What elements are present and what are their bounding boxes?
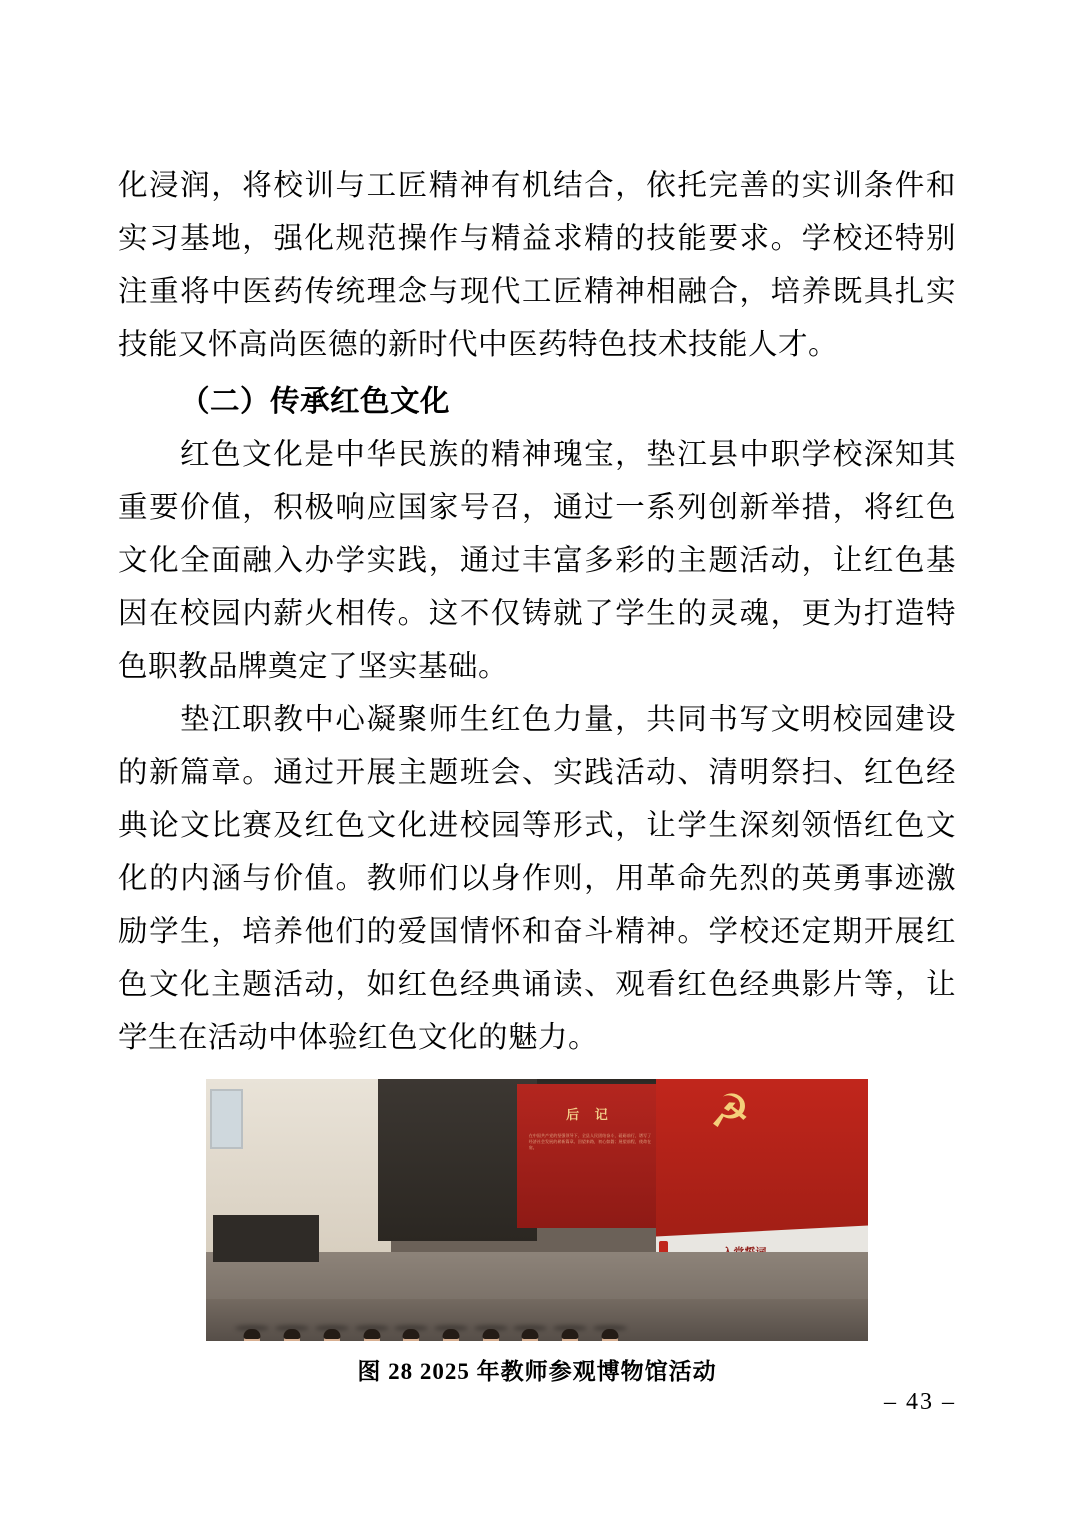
projector-screen	[210, 1089, 244, 1148]
paragraph-red-culture-activities: 垫江职教中心凝聚师生红色力量，共同书写文明校园建设的新篇章。通过开展主题班会、实践活动、清明祭扫、红色经典论文比赛及红色文化进校园等形式，让学生深刻领悟红色文化的内涵与价值。教师们以身作则，用革命先烈的英勇事迹激励学生，培养他们的爱国情怀和奋斗精神。学校还定期开展红色文化主题活动，如红色经典诵读、观看红色经典影片等，让学生在活动中体验红色文化的魅力。	[118, 704, 956, 1054]
photo-scene	[206, 1079, 868, 1341]
party-emblem-icon: ☭	[709, 1086, 751, 1138]
paragraph-red-culture-value: 红色文化是中华民族的精神瑰宝，垫江县中职学校深知其重要价值，积极响应国家号召，通过一系列创新举措，将红色文化全面融入办学实践，通过丰富多彩的主题活动，让红色基因在校园内薪火相传。这不仅铸就了学生的灵魂，更为打造特色职教品牌奠定了坚实基础。	[118, 439, 956, 683]
dark-wall	[378, 1079, 537, 1241]
paragraph-continued: 化浸润，将校训与工匠精神有机结合，依托完善的实训条件和实习基地，强化规范操作与精益求精的技能要求。学校还特别注重将中医药传统理念与现代工匠精神相融合，培养既具扎实技能又怀高尚医德的新时代中医药特色技术技能人才。	[118, 170, 956, 361]
exhibit-red-panel	[517, 1084, 663, 1228]
figure-photo	[206, 1079, 868, 1341]
page-number: – 43 –	[884, 1389, 956, 1415]
desk	[213, 1215, 319, 1262]
figure-caption: 图 28 2025 年教师参观博物馆活动	[357, 1359, 717, 1384]
exhibit-panel-body: 在中国共产党的坚强领导下，全县人民团结奋斗，砥砺前行，谱写了经济社会发展的崭新篇章。回望来路，初心如磐；展望前程，使命在肩。	[528, 1133, 652, 1151]
exhibit-panel-title: 后 记	[566, 1107, 614, 1123]
section-heading: （二）传承红色文化	[180, 386, 451, 418]
figure-block	[118, 1079, 956, 1386]
